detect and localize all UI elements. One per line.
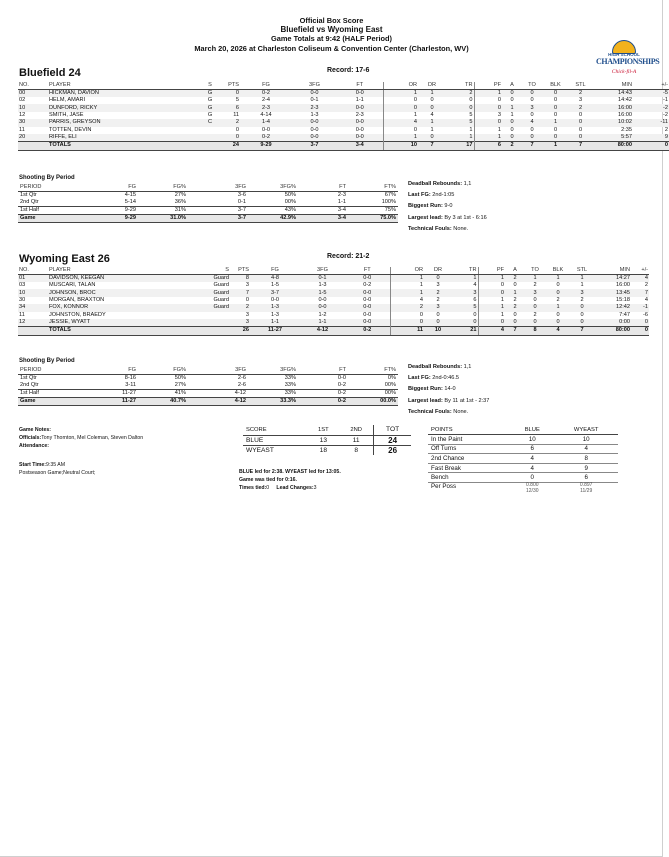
player-row: 00 HICKMAN, DAVION G 0 0-2 0-0 0-0 1 1 2 1 0 0 0 2 14:43 -5 — [19, 90, 668, 96]
score-row: BLUE 13 11 24 — [243, 435, 411, 445]
totals-row: TOTALS 24 9-29 3-7 3-4 10 7 17 6 2 7 1 7 80:00 0 — [18, 141, 669, 150]
team2-shooting-title: Shooting By Period — [19, 358, 75, 364]
points-row: Fast Break 4 9 — [428, 463, 618, 473]
table-header: NO. PLAYER S PTS FG 3FG FT OR DR TR PF A TO BLK STL MIN +/- — [19, 267, 648, 273]
player-row: 10 DUNFORD, RICKY G 6 2-3 2-3 0-0 0 0 0 0 1 3 0 2 16:00 -2 — [19, 104, 668, 111]
period-row: 2nd Qtr 3-11 27% 2-6 33% 0-2 00% — [20, 382, 396, 388]
points-row: Off Turns 6 4 — [428, 444, 618, 454]
matchup-title: Bluefield vs Wyoming East — [280, 25, 383, 35]
team1-shooting-title: Shooting By Period — [19, 175, 75, 181]
player-row: 11 JOHNSTON, BRAEDY 3 1-3 1-2 0-0 0 0 0 1 0 2 0 0 7:47 -6 — [19, 311, 648, 318]
game-notes: Game Notes: Officials:Tony Thornton, Mel Coleman, Steven Dalton Attendance: — [19, 427, 144, 449]
period-row: 1st Qtr 8-16 50% 2-6 33% 0-0 0% — [20, 375, 396, 381]
team1-notes: Deadball Rebounds: 1,1 Last FG: 2nd-1:05 Biggest Run: 9-0 Largest lead: By 3 at 1st - 6:16 Technical Fouls: None. — [408, 181, 487, 232]
lead-info: BLUE led for 2:38. WYEAST led for 13:05. Game was tied for 0:16. Times tied:0 Lead Changes:3 — [239, 469, 341, 491]
team1-shooting-table: PERIOD FG FG% 3FG 3FG% FT FT% 1st Qtr 4-15 27% 3-6 50% 2-3 67% 2nd Qtr 5-14 36% 0-1 00% 1-1 100% 1st Half 9-29 31% 3-7 43% 3-4 75% Game 9-29 31.0% 3-7 42.9% 3-4 75.0% — [20, 184, 396, 221]
game-status: Game Totals at 9:42 (HALF Period) — [270, 34, 392, 44]
points-row: 2nd Chance 4 8 — [428, 454, 618, 464]
player-row: 01 DAVIDSON, KEEGAN Guard 8 4-8 0-1 0-0 1 0 1 1 2 1 1 1 14:27 4 — [19, 275, 648, 281]
game-row: Game 9-29 31.0% 3-7 42.9% 3-4 75.0% — [20, 215, 396, 221]
game-row: Game 11-27 40.7% 4-12 33.3% 0-2 00.0% — [20, 398, 396, 404]
score-by-period-table: SCORE 1ST 2ND TOT BLUE 13 11 24 WYEAST 18 8 26 — [243, 425, 411, 455]
game-start-info: Start Time:9:35 AM Postseason Game;Neutral Court; — [19, 462, 96, 476]
player-row: 03 MUSCARI, TALAN Guard 3 1-5 1-3 0-2 1 3 4 0 0 2 0 1 16:00 2 — [19, 282, 648, 289]
team1-record: Record: 17-6 — [327, 67, 370, 74]
per-poss-row: Per Poss 0.800 12/30 0.897 11/29 — [431, 482, 593, 494]
points-breakdown-table: POINTS BLUE WYEAST In the Paint 10 10 Off Turns 6 4 2nd Chance 4 8 Fast Break 4 9 Bench 0 6 Per Poss 0.800 12/30 0.897 11/29 — [428, 425, 618, 494]
team1-box-table — [18, 82, 669, 151]
player-row: 12 SMITH, JASE G 11 4-14 1-3 2-3 1 4 5 3 1 0 0 0 16:00 -2 — [19, 111, 668, 118]
period-row: 1st Qtr 4-15 27% 3-6 50% 2-3 67% — [20, 192, 396, 198]
period-row: 2nd Qtr 5-14 36% 0-1 00% 1-1 100% — [20, 199, 396, 205]
player-row: 34 FOX, KONNOR Guard 2 1-3 0-0 0-0 2 3 5 1 2 0 1 0 12:42 -1 — [19, 304, 648, 311]
team2-name: Wyoming East 26 — [19, 253, 110, 265]
team2-notes: Deadball Rebounds: 1,1 Last FG: 2nd-0:46.5 Biggest Run: 14-0 Largest lead: By 11 at 1st - 2:37 Technical Fouls: None. — [408, 364, 490, 415]
points-row: In the Paint 10 10 — [428, 435, 618, 445]
player-row: 30 MORGAN, BRAXTON Guard 0 0-0 0-0 0-0 4 2 6 1 2 0 2 2 15:18 4 — [19, 296, 648, 303]
player-row: 12 JESSIE, WYATT 3 1-1 1-1 0-0 0 0 0 0 0 0 0 0 0:00 0 — [19, 318, 648, 325]
report-title: Official Box Score — [299, 16, 364, 25]
team2-shooting-table: PERIOD FG FG% 3FG 3FG% FT FT% 1st Qtr 8-16 50% 2-6 33% 0-0 0% 2nd Qtr 3-11 27% 2-6 33% 0-2 00% 1st Half 11-27 41% 4-12 33% 0-2 00% Game 11-27 40.7% 4-12 33.3% 0-2 00.0% — [20, 367, 396, 404]
player-row: 30 PARRIS, GREYSON C 2 1-4 0-0 0-0 4 1 5 0 0 4 1 0 10:02 -11 — [19, 119, 668, 126]
half-row: 1st Half 9-29 31% 3-7 43% 3-4 75% — [20, 207, 396, 213]
half-row: 1st Half 11-27 41% 4-12 33% 0-2 00% — [20, 390, 396, 396]
score-row: WYEAST 18 8 26 — [243, 445, 411, 455]
report-header — [0, 16, 663, 53]
table-header: NO. PLAYER S PTS FG 3FG FT OR DR TR PF A TO BLK STL MIN +/- — [19, 82, 668, 88]
player-row: 02 HELM, AMARI G 5 2-4 0-1 1-1 0 0 0 0 0 0 0 3 14:42 -1 — [19, 97, 668, 104]
venue-line: March 20, 2026 at Charleston Coliseum & Convention Center (Charleston, WV) — [194, 43, 469, 53]
points-row: Bench 0 6 — [428, 473, 618, 483]
team2-box-table — [18, 267, 649, 336]
team1-name: Bluefield 24 — [19, 67, 81, 79]
championships-logo: HIGH SCHOOL CHAMPIONSHIPS Chick-fil-A — [596, 40, 652, 84]
player-row: 10 JOHNSON, BROC Guard 7 3-7 1-5 0-0 1 2 3 0 1 3 0 3 13:45 7 — [19, 289, 648, 296]
player-row: 20 RIFFE, ELI 0 0-2 0-0 0-0 1 0 1 1 0 0 0 0 5:57 9 — [19, 133, 668, 140]
team2-record: Record: 21-2 — [327, 253, 370, 260]
totals-row: TOTALS 26 11-27 4-12 0-2 11 10 21 4 7 8 4 7 80:00 0 — [18, 326, 649, 335]
player-row: 11 TOTTEN, DEVIN 0 0-0 0-0 0-0 0 1 1 1 0 0 0 0 2:35 2 — [19, 126, 668, 133]
